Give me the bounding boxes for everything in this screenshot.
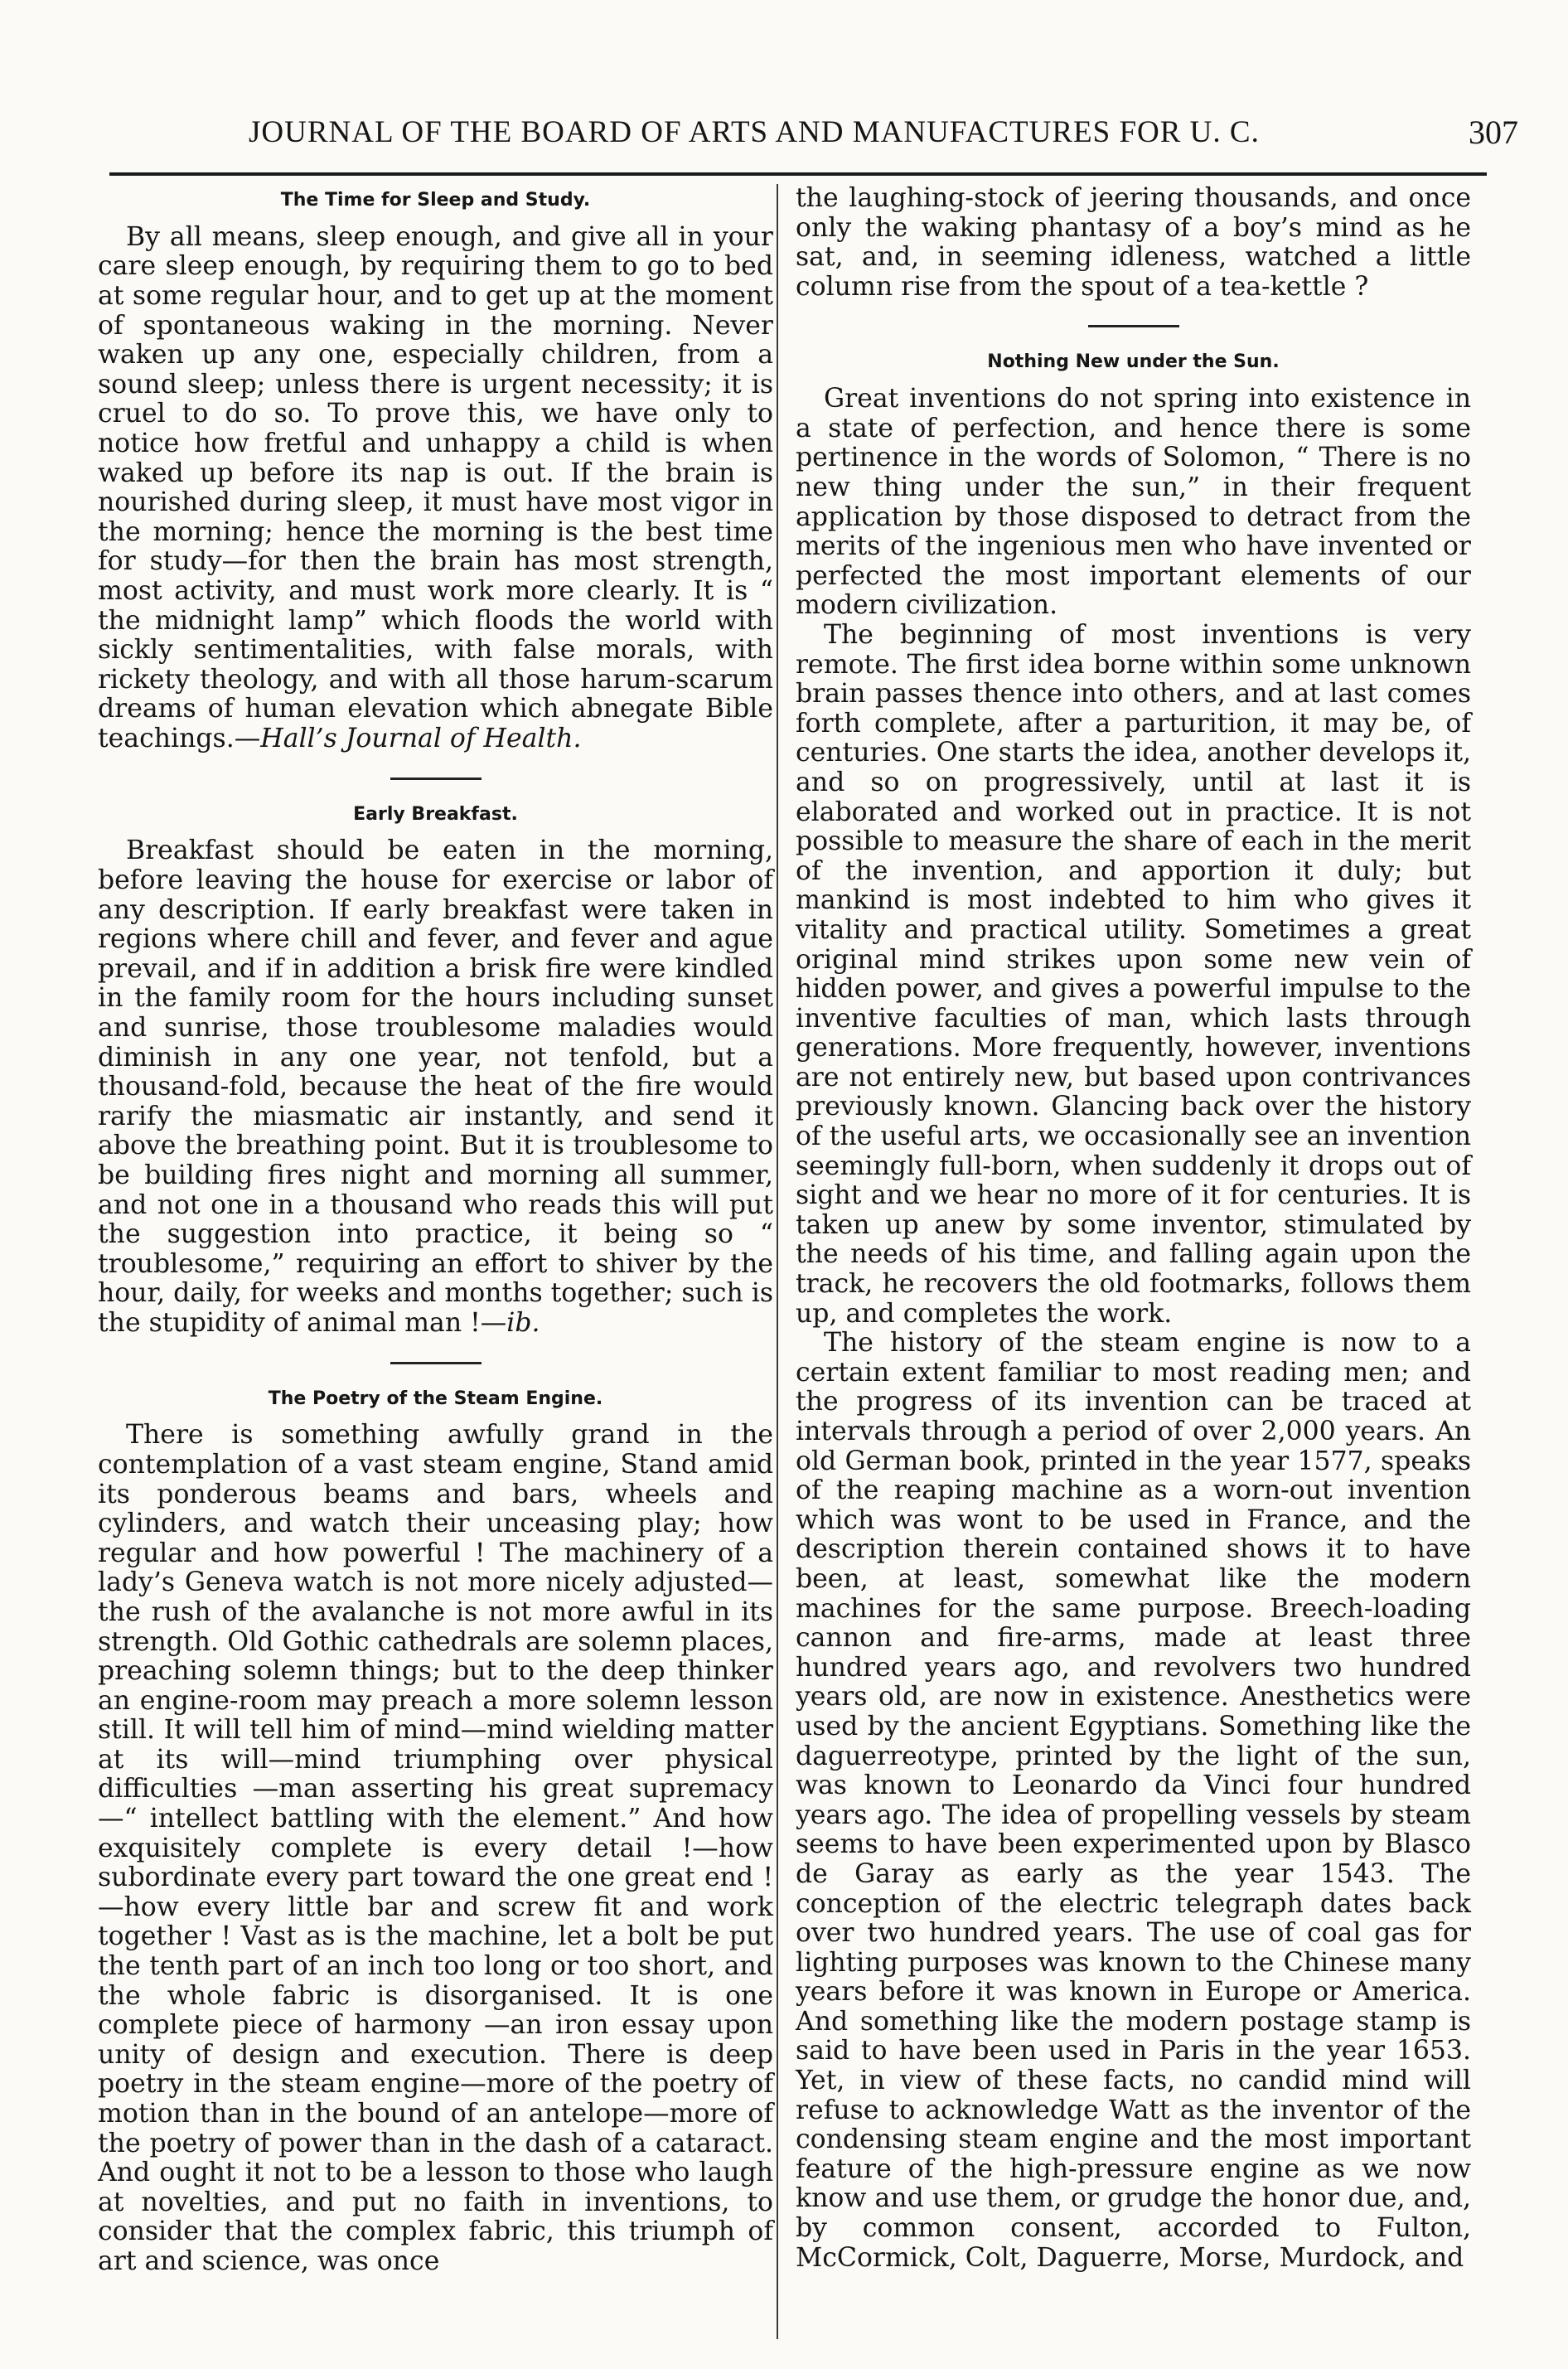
section-rule bbox=[390, 778, 482, 780]
page-number: 307 bbox=[1469, 114, 1518, 151]
article-paragraph: The beginning of most inventions is very remote. The first idea borne within some unknown brain passes thence into others, and at last comes forth complete, after a parturition, it may be, of centuries. One starts the idea, another develops it, and so on progressively, until at last it is elaborated and worked out in practice. It is not possible to measure the share of each in the merit of the invention, and apportion it duly; but mankind is most indebted to him who gives it vitality and practical utility. Sometimes a great original mind strikes upon some new vein of hidden power, and gives a powerful impulse to the inventive faculties of man, which lasts through generations. More frequently, however, inventions are not entirely new, but based upon contrivances previously known. Glancing back over the history of the useful arts, we occasionally see an invention seemingly full-born, when suddenly it drops out of sight and we hear no more of it for centuries. It is taken up anew by some inventor, stimulated by the needs of his time, and falling again upon the track, he recovers the old footmarks, follows them up, and completes the work. bbox=[796, 619, 1471, 1329]
article-title: The Poetry of the Steam Engine. bbox=[268, 1388, 603, 1409]
continued-paragraph: the laughing-stock of jeering thousands, and once only the waking phantasy of a boy’s mind as he sat, and, in seeming idleness, watched a little column rise from the spout of a tea-kettle ? bbox=[796, 183, 1471, 302]
article-paragraph: There is something awfully grand in the contemplation of a vast steam engine, Stand amid its ponderous beams and bars, wheels and cylinders, and watch their unceasing play; how regular and how powerful ! The machinery of a lady’s Geneva watch is not more nicely adjusted—the rush of the avalanche is not more awful in its strength. Old Gothic cathedrals are solemn places, preaching solemn things; but to the deep thinker an engine-room may preach a more solemn lesson still. It will tell him of mind—mind wielding matter at its will—mind triumphing over physical difficulties —man asserting his great supremacy—“ intellect battling with the element.” And how exquisitely complete is every detail !—how subordinate every part toward the one great end !—how every little bar and screw fit and work together ! Vast as is the machine, let a bolt be put the tenth part of an inch too long or too short, and the whole fabric is disorganised. It is one complete piece of harmony —an iron essay upon unity of design and execution. There is deep poetry in the steam engine—more of the poetry of motion than in the bound of an antelope—more of the poetry of power than in the dash of a cataract. And ought it not to be a lesson to those who laugh at novelties, and put no faith in inventions, to consider that the complex fabric, this triumph of art and science, was once bbox=[98, 1420, 773, 2276]
journal-title: JOURNAL OF THE BOARD OF ARTS AND MANUFACTURES FOR U. C. bbox=[249, 115, 1260, 149]
section-rule bbox=[1088, 325, 1179, 327]
article-sleep-and-study bbox=[98, 191, 773, 754]
left-column bbox=[98, 184, 773, 2277]
citation: Hall’s Journal of Health. bbox=[260, 723, 582, 753]
section-rule bbox=[390, 1362, 482, 1364]
article-paragraph: The history of the steam engine is now to a certain extent familiar to most reading men; and the progress of its invention can be traced at intervals through a period of over 2,000 years. An old German book, printed in the year 1577, speaks of the reaping machine as a worn-out invention which was wont to be used in France, and the description therein contained shows it to have been, at least, somewhat like the modern machines for the same purpose. Breech-loading cannon and fire-arms, made at least three hundred years ago, and revolvers two hundred years old, are now in existence. Anesthetics were used by the ancient Egyptians. Something like the daguerreotype, printed by the light of the sun, was known to Leonardo da Vinci four hundred years ago. The idea of propelling vessels by steam seems to have been experimented upon by Blasco de Garay as early as the year 1543. The conception of the electric telegraph dates back over two hundred years. The use of coal gas for lighting purposes was known to the Chinese many years before it was known in Europe or America. And something like the modern postage stamp is said to have been used in Paris in the year 1653. Yet, in view of these facts, no candid mind will refuse to acknowledge Watt as the inventor of the condensing steam engine and the most important feature of the high-pressure engine as we now know and use them, or grudge the honor due, and, by common consent, accorded to Fulton, McCormick, Colt, Daguerre, Morse, Murdock, and bbox=[796, 1328, 1471, 2273]
running-header bbox=[249, 114, 1450, 150]
article-title: Nothing New under the Sun. bbox=[987, 351, 1280, 373]
article-paragraph: By all means, sleep enough, and give all in your care sleep enough, by requiring them to go to bed at some regular hour, and to get up at the moment of spontaneous waking in the morning. Never waken up any one, especially children, from a sound sleep; unless there is urgent necessity; it is cruel to do so. To prove this, we have only to notice how fretful and unhappy a child is when waked up before its nap is out. If the brain is nourished during sleep, it must have most vigor in the morning; hence the morning is the best time for study—for then the brain has most strength, most activity, and must work more clearly. It is “ the midnight lamp” which floods the world with sickly sentimentalities, with false morals, with rickety theology, and with all those harum-scarum dreams of human elevation which abnegate Bible teachings.—Hall’s Journal of Health. bbox=[98, 221, 773, 753]
article-title: The Time for Sleep and Study. bbox=[280, 190, 591, 211]
article-paragraph: Great inventions do not spring into existence in a state of perfection, and hence there is some pertinence in the words of Solomon, “ There is no new thing under the sun,” in their frequent application by those disposed to detract from the merits of the ingenious men who have invented or perfected the most important elements of our modern civilization. bbox=[796, 384, 1471, 621]
column-divider bbox=[777, 184, 778, 2339]
article-early-breakfast bbox=[98, 805, 773, 1339]
article-title: Early Breakfast. bbox=[353, 803, 518, 825]
citation: ib. bbox=[506, 1307, 540, 1338]
article-nothing-new bbox=[796, 352, 1471, 2273]
right-column bbox=[796, 184, 1471, 2273]
article-paragraph: Breakfast should be eaten in the morning, before leaving the house for exercise or labor of any description. If early breakfast were taken in regions where chill and fever, and fever and ague prevail, and if in addition a brisk fire were kindled in the family room for the hours including sunset and sunrise, those troublesome maladies would diminish in any one year, not tenfold, but a thousand-fold, because the heat of the fire would rarify the miasmatic air instantly, and send it above the breathing point. But it is troublesome to be building fires night and morning all summer, and not one in a thousand who reads this will put the suggestion into practice, it being so “ troublesome,” requiring an effort to shiver by the hour, daily, for weeks and months together; such is the stupidity of animal man !—ib. bbox=[98, 836, 773, 1338]
article-steam-engine-poetry bbox=[98, 1389, 773, 2277]
header-rule bbox=[109, 172, 1487, 176]
